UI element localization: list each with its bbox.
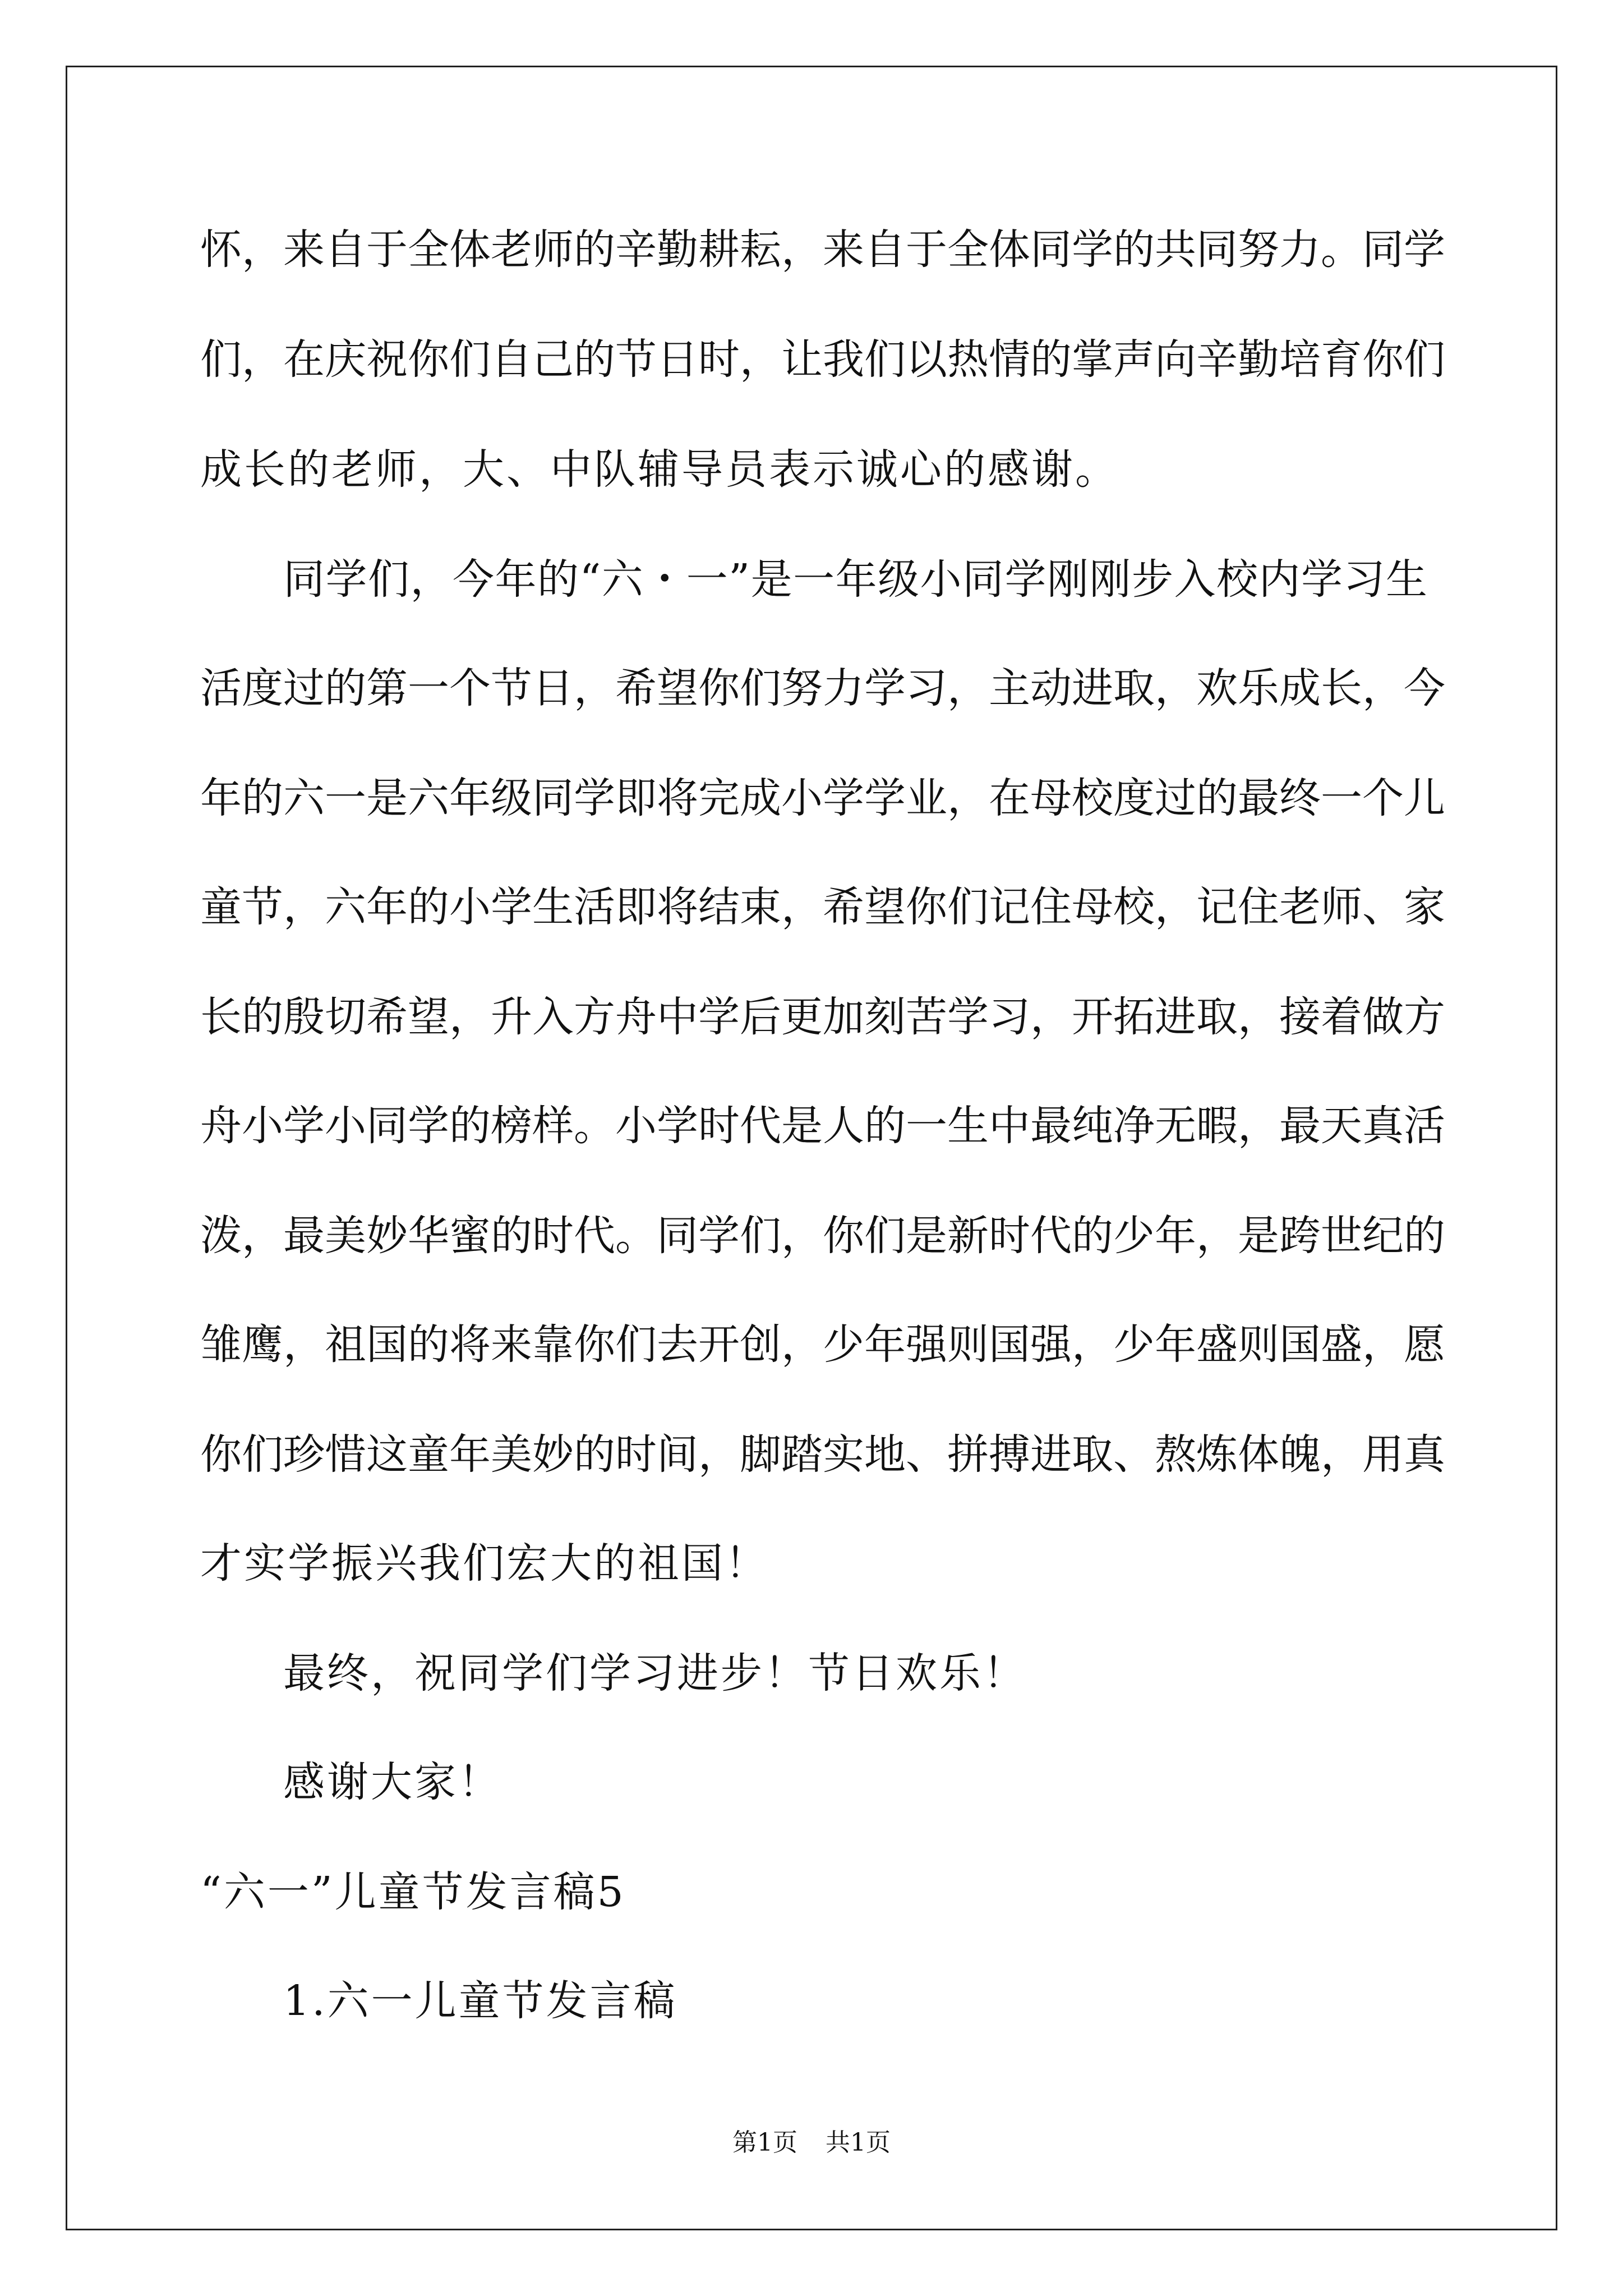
page-total: 共1页 xyxy=(826,2128,891,2157)
subsection-heading: 1.六一儿童节发言稿 xyxy=(283,1977,677,2025)
paragraph-line: 才实学振兴我们宏大的祖国！ xyxy=(200,1539,769,1588)
paragraph-line: 成长的老师，大、中队辅导员表示诚心的感谢。 xyxy=(200,445,1119,494)
paragraph-line: 们，在庆祝你们自己的节日时，让我们以热情的掌声向辛勤培育你们 xyxy=(200,335,1445,384)
paragraph-line: 雏鹰，祖国的将来靠你们去开创，少年强则国强，少年盛则国盛，愿 xyxy=(200,1320,1445,1369)
paragraph-line: 怀，来自于全体老师的辛勤耕耘，来自于全体同学的共同努力。同学 xyxy=(200,226,1445,274)
paragraph-line: 泼，最美妙华蜜的时代。同学们，你们是新时代的少年，是跨世纪的 xyxy=(200,1212,1445,1260)
paragraph-line: 活度过的第一个节日，希望你们努力学习，主动进取，欢乐成长，今 xyxy=(200,664,1445,712)
closing-line: 最终，祝同学们学习进步！节日欢乐！ xyxy=(283,1649,1027,1697)
paragraph-line: 长的殷切希望，升入方舟中学后更加刻苦学习，开拓进取，接着做方 xyxy=(200,993,1445,1041)
paragraph-line: 同学们，今年的“六・一”是一年级小同学刚刚步入校内学习生 xyxy=(283,555,1427,604)
paragraph-line: 舟小学小同学的榜样。小学时代是人的一生中最纯净无暇，最天真活 xyxy=(200,1102,1445,1150)
section-heading: “六一”儿童节发言稿5 xyxy=(200,1868,626,1916)
paragraph-line: 你们珍惜这童年美妙的时间，脚踏实地、拼搏进取、熬炼体魄，用真 xyxy=(200,1430,1445,1479)
paragraph-line: 童节，六年的小学生活即将结束，希望你们记住母校，记住老师、家 xyxy=(200,883,1445,931)
page-number: 第1页 xyxy=(732,2128,797,2157)
paragraph-line: 年的六一是六年级同学即将完成小学学业，在母校度过的最终一个儿 xyxy=(200,774,1445,822)
thanks-line: 感谢大家！ xyxy=(283,1758,502,1806)
page-footer xyxy=(0,2128,1623,2157)
